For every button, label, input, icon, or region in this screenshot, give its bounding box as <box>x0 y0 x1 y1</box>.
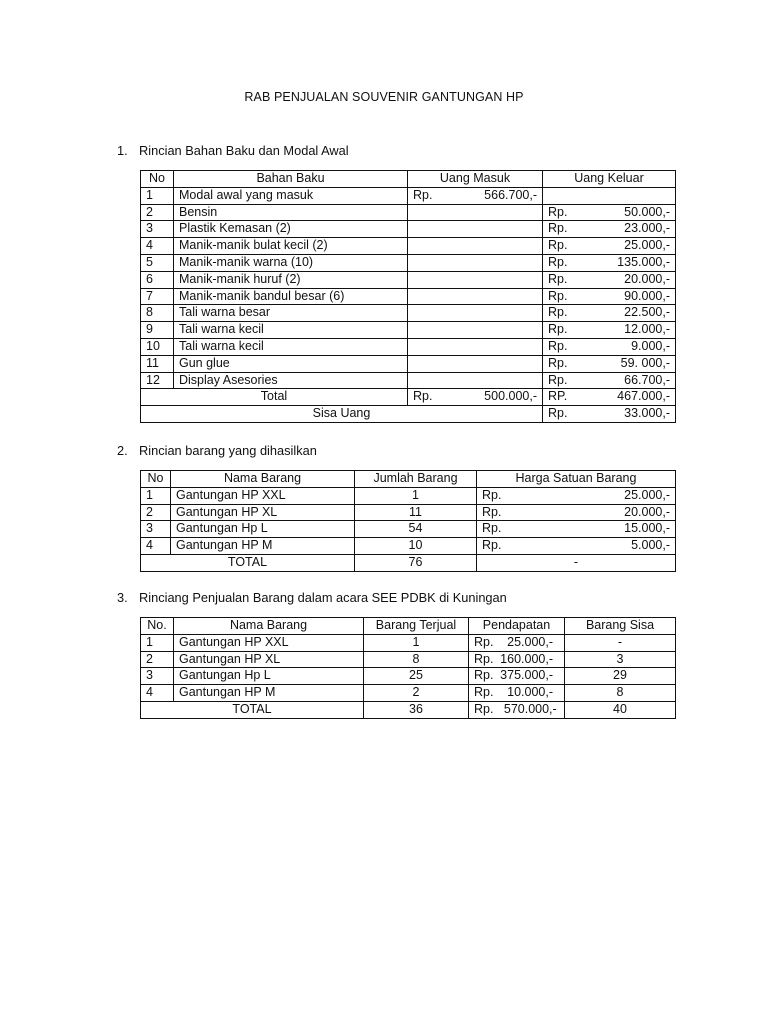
header-bahan-baku: Bahan Baku <box>174 171 408 188</box>
header-jumlah-barang: Jumlah Barang <box>355 471 477 488</box>
header-no: No. <box>141 618 174 635</box>
table-row <box>141 634 676 651</box>
header-uang-masuk: Uang Masuk <box>408 171 543 188</box>
row-name: Gantungan HP XXL <box>171 487 355 504</box>
total-left: 40 <box>565 701 676 718</box>
total-qty: 76 <box>355 554 477 571</box>
row-price-currency: Rp. <box>482 521 502 536</box>
total-income-value: 570.000,- <box>503 701 557 716</box>
row-in <box>408 254 543 271</box>
row-income-value: 375.000,- <box>500 668 553 683</box>
row-no: 4 <box>141 538 171 555</box>
row-income-currency: Rp. <box>474 651 494 666</box>
row-out-currency: Rp. <box>548 372 568 387</box>
row-name: Gantungan HP XXL <box>174 634 364 651</box>
row-income-value: 10.000,- <box>507 685 553 700</box>
row-left: - <box>565 634 676 651</box>
row-no: 3 <box>141 521 171 538</box>
section-3-heading <box>117 590 507 605</box>
row-no: 2 <box>141 204 174 221</box>
row-out-currency: Rp. <box>548 305 568 320</box>
sisa-currency: Rp. <box>548 406 568 421</box>
row-name: Gantungan HP M <box>174 685 364 702</box>
total-in-cell <box>408 389 543 406</box>
row-out-value: 12.000,- <box>624 322 670 337</box>
row-left: 8 <box>565 685 676 702</box>
table-row <box>141 288 676 305</box>
total-income-currency: Rp. <box>474 701 494 716</box>
row-price <box>477 538 676 555</box>
row-qty: 54 <box>355 521 477 538</box>
row-income-value: 160.000,- <box>500 651 553 666</box>
row-income <box>469 651 565 668</box>
row-income-currency: Rp. <box>474 634 494 649</box>
table-total-row <box>141 554 676 571</box>
row-no: 2 <box>141 651 174 668</box>
row-out-value: 25.000,- <box>624 238 670 253</box>
row-income <box>469 685 565 702</box>
row-in <box>408 271 543 288</box>
table-row <box>141 372 676 389</box>
row-sold: 25 <box>364 668 469 685</box>
row-out-value: 50.000,- <box>624 204 670 219</box>
table-row <box>141 254 676 271</box>
row-item: Manik-manik warna (10) <box>174 254 408 271</box>
table-row <box>141 487 676 504</box>
header-no: No <box>141 171 174 188</box>
section-1-number: 1. <box>117 143 128 158</box>
row-price-currency: Rp. <box>482 538 502 553</box>
row-name: Gantungan Hp L <box>171 521 355 538</box>
row-out-currency: Rp. <box>548 322 568 337</box>
row-income <box>469 634 565 651</box>
row-out <box>543 305 676 322</box>
row-sold: 8 <box>364 651 469 668</box>
row-price-value: 15.000,- <box>624 521 670 536</box>
document-title: RAB PENJUALAN SOUVENIR GANTUNGAN HP <box>244 90 524 104</box>
total-label: Total <box>141 389 408 406</box>
sisa-uang-row <box>141 406 676 423</box>
header-no: No <box>141 471 171 488</box>
row-qty: 10 <box>355 538 477 555</box>
row-price-value: 25.000,- <box>624 487 670 502</box>
row-in <box>408 305 543 322</box>
row-no: 2 <box>141 504 171 521</box>
total-in-value: 500.000,- <box>484 389 537 404</box>
row-no: 3 <box>141 668 174 685</box>
section-3-title: Rinciang Penjualan Barang dalam acara SEE PDBK di Kuningan <box>139 590 507 605</box>
table-total-row <box>141 389 676 406</box>
row-item: Plastik Kemasan (2) <box>174 221 408 238</box>
row-price <box>477 521 676 538</box>
row-out-value: 9.000,- <box>631 338 670 353</box>
sisa-label: Sisa Uang <box>141 406 543 423</box>
row-item: Tali warna kecil <box>174 322 408 339</box>
row-out <box>543 187 676 204</box>
row-out <box>543 372 676 389</box>
row-no: 5 <box>141 254 174 271</box>
row-out-currency: Rp. <box>548 271 568 286</box>
row-no: 4 <box>141 685 174 702</box>
row-no: 4 <box>141 238 174 255</box>
row-out <box>543 238 676 255</box>
table-header-row <box>141 471 676 488</box>
row-name: Gantungan HP XL <box>171 504 355 521</box>
row-item: Modal awal yang masuk <box>174 187 408 204</box>
section-3-number: 3. <box>117 590 128 605</box>
row-no: 12 <box>141 372 174 389</box>
section-2-heading <box>117 443 317 458</box>
row-out-value: 90.000,- <box>624 288 670 303</box>
header-uang-keluar: Uang Keluar <box>543 171 676 188</box>
row-price-currency: Rp. <box>482 504 502 519</box>
row-out-currency: Rp. <box>548 221 568 236</box>
row-out-value: 66.700,- <box>624 372 670 387</box>
row-out-currency: Rp. <box>548 288 568 303</box>
header-nama-barang: Nama Barang <box>174 618 364 635</box>
sisa-cell <box>543 406 676 423</box>
row-name: Gantungan HP M <box>171 538 355 555</box>
total-out-cell <box>543 389 676 406</box>
row-in <box>408 187 543 204</box>
row-no: 7 <box>141 288 174 305</box>
row-out-value: 135.000,- <box>617 254 670 269</box>
row-income <box>469 668 565 685</box>
row-in <box>408 238 543 255</box>
row-no: 9 <box>141 322 174 339</box>
row-no: 1 <box>141 487 171 504</box>
table-penjualan <box>140 617 676 719</box>
section-1-heading <box>117 143 349 158</box>
row-out-value: 22.500,- <box>624 305 670 320</box>
row-no: 11 <box>141 355 174 372</box>
row-item: Manik-manik bulat kecil (2) <box>174 238 408 255</box>
row-sold: 1 <box>364 634 469 651</box>
row-in <box>408 288 543 305</box>
row-out <box>543 338 676 355</box>
row-sold: 2 <box>364 685 469 702</box>
header-pendapatan: Pendapatan <box>469 618 565 635</box>
row-price-currency: Rp. <box>482 487 502 502</box>
row-out-value: 23.000,- <box>624 221 670 236</box>
row-out-currency: Rp. <box>548 338 568 353</box>
total-in-currency: Rp. <box>413 389 433 404</box>
total-out-value: 467.000,- <box>617 389 670 404</box>
row-item: Tali warna besar <box>174 305 408 322</box>
row-out-currency: Rp. <box>548 204 568 219</box>
row-out-currency: Rp. <box>548 355 568 370</box>
table-row <box>141 338 676 355</box>
total-label: TOTAL <box>141 554 355 571</box>
row-item: Manik-manik huruf (2) <box>174 271 408 288</box>
row-income-currency: Rp. <box>474 685 494 700</box>
row-in <box>408 204 543 221</box>
table-row <box>141 521 676 538</box>
table-row <box>141 355 676 372</box>
row-in <box>408 221 543 238</box>
row-out <box>543 204 676 221</box>
row-no: 8 <box>141 305 174 322</box>
table-row <box>141 651 676 668</box>
row-out <box>543 288 676 305</box>
row-name: Gantungan HP XL <box>174 651 364 668</box>
total-sold: 36 <box>364 701 469 718</box>
table-row <box>141 221 676 238</box>
row-name: Gantungan Hp L <box>174 668 364 685</box>
header-nama-barang: Nama Barang <box>171 471 355 488</box>
row-item: Tali warna kecil <box>174 338 408 355</box>
table-row <box>141 322 676 339</box>
table-bahan-baku <box>140 170 676 423</box>
table-row <box>141 204 676 221</box>
table-row <box>141 187 676 204</box>
row-no: 1 <box>141 187 174 204</box>
header-harga-satuan: Harga Satuan Barang <box>477 471 676 488</box>
row-income-value: 25.000,- <box>507 634 553 649</box>
header-barang-terjual: Barang Terjual <box>364 618 469 635</box>
row-qty: 1 <box>355 487 477 504</box>
table-row <box>141 271 676 288</box>
section-1-title: Rincian Bahan Baku dan Modal Awal <box>139 143 349 158</box>
row-in <box>408 322 543 339</box>
table-total-row <box>141 701 676 718</box>
table-row <box>141 305 676 322</box>
row-item: Manik-manik bandul besar (6) <box>174 288 408 305</box>
row-out-value: 20.000,- <box>624 271 670 286</box>
row-price <box>477 487 676 504</box>
row-price <box>477 504 676 521</box>
row-in-value: 566.700,- <box>484 187 537 202</box>
row-price-value: 5.000,- <box>631 538 670 553</box>
row-in <box>408 372 543 389</box>
row-in <box>408 338 543 355</box>
total-price: - <box>477 554 676 571</box>
row-price-value: 20.000,- <box>624 504 670 519</box>
row-no: 6 <box>141 271 174 288</box>
total-out-currency: RP. <box>548 389 568 404</box>
table-barang-dihasilkan <box>140 470 676 572</box>
table-row <box>141 538 676 555</box>
sisa-value: 33.000,- <box>624 406 670 421</box>
section-2-title: Rincian barang yang dihasilkan <box>139 443 317 458</box>
row-qty: 11 <box>355 504 477 521</box>
row-in-currency: Rp. <box>413 187 433 202</box>
header-barang-sisa: Barang Sisa <box>565 618 676 635</box>
row-out-currency: Rp. <box>548 238 568 253</box>
row-out <box>543 355 676 372</box>
row-out <box>543 254 676 271</box>
row-item: Display Asesories <box>174 372 408 389</box>
row-left: 29 <box>565 668 676 685</box>
table-header-row <box>141 171 676 188</box>
total-income-cell <box>469 701 565 718</box>
table-header-row <box>141 618 676 635</box>
total-label: TOTAL <box>141 701 364 718</box>
row-no: 1 <box>141 634 174 651</box>
row-out-value: 59. 000,- <box>620 355 670 370</box>
table-row <box>141 685 676 702</box>
row-out <box>543 271 676 288</box>
row-item: Gun glue <box>174 355 408 372</box>
row-item: Bensin <box>174 204 408 221</box>
row-out <box>543 322 676 339</box>
row-in <box>408 355 543 372</box>
table-row <box>141 668 676 685</box>
row-out <box>543 221 676 238</box>
table-row <box>141 504 676 521</box>
table-row <box>141 238 676 255</box>
row-out-currency: Rp. <box>548 254 568 269</box>
row-left: 3 <box>565 651 676 668</box>
row-income-currency: Rp. <box>474 668 494 683</box>
section-2-number: 2. <box>117 443 128 458</box>
row-no: 3 <box>141 221 174 238</box>
row-no: 10 <box>141 338 174 355</box>
